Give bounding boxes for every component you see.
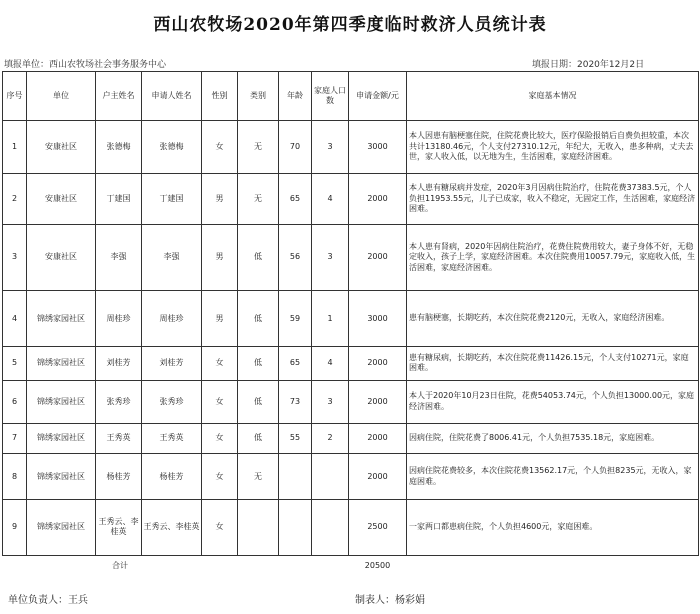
row-applicant: 杨桂芳 [142, 454, 202, 500]
table-row [3, 173, 699, 224]
footer-preparer: 制表人：杨彩娟 [355, 595, 425, 606]
row-situation: 本人患有肾病，2020年因病住院治疗，花费住院费用较大，妻子身体不好，无稳定收入，孩子上学，家庭经济困难。本次住院费用10057.79元，家庭收入低，生活困难，家庭经济困难。 [407, 224, 699, 290]
total-spacer [238, 556, 349, 576]
row-unit: 安康社区 [27, 224, 96, 290]
row-gender: 女 [202, 499, 238, 555]
row-age: 65 [279, 173, 312, 224]
row-applicant: 王秀云、李桂英 [142, 499, 202, 555]
row-situation: 患有糖尿病，长期吃药，本次住院花费11426.15元，个人支付10271元，家庭困难。 [407, 347, 699, 381]
row-type: 无 [238, 454, 279, 500]
row-gender: 男 [202, 173, 238, 224]
row-gender: 女 [202, 380, 238, 423]
table-row [3, 291, 699, 347]
relief-table [2, 71, 699, 576]
row-age: 56 [279, 224, 312, 290]
header-cell: 单位 [27, 72, 96, 121]
row-amount: 2000 [349, 224, 407, 290]
row-gender: 女 [202, 347, 238, 381]
row-number: 6 [3, 380, 27, 423]
row-gender: 女 [202, 423, 238, 454]
row-number: 5 [3, 347, 27, 381]
row-head: 李强 [96, 224, 142, 290]
row-situation: 本人患有糖尿病并发症，2020年3月因病住院治疗，住院花费37383.5元，个人负担11953.55元，儿子已成家，收入不稳定，无固定工作，生活困难，家庭经济困难。 [407, 173, 699, 224]
row-number: 8 [3, 454, 27, 500]
total-label: 合计 [3, 556, 238, 576]
row-unit: 安康社区 [27, 173, 96, 224]
header-cell: 家庭人口数 [312, 72, 349, 121]
table-row [3, 423, 699, 454]
row-amount: 2000 [349, 347, 407, 381]
row-number: 9 [3, 499, 27, 555]
row-family-size: 4 [312, 347, 349, 381]
row-type: 无 [238, 173, 279, 224]
row-amount: 2000 [349, 454, 407, 500]
row-unit: 安康社区 [27, 120, 96, 173]
row-type: 低 [238, 224, 279, 290]
table-row [3, 224, 699, 290]
row-head: 刘桂芳 [96, 347, 142, 381]
row-applicant: 刘桂芳 [142, 347, 202, 381]
row-family-size [312, 454, 349, 500]
row-gender: 男 [202, 224, 238, 290]
row-applicant: 王秀英 [142, 423, 202, 454]
total-spacer [407, 556, 699, 576]
row-applicant: 李强 [142, 224, 202, 290]
row-unit: 锦绣家园社区 [27, 499, 96, 555]
row-applicant: 张德梅 [142, 120, 202, 173]
row-situation: 因病住院花费较多，本次住院花费13562.17元，个人负担8235元，无收入，家庭困难。 [407, 454, 699, 500]
table-row [3, 347, 699, 381]
row-family-size [312, 499, 349, 555]
row-head: 杨桂芳 [96, 454, 142, 500]
row-head: 周桂珍 [96, 291, 142, 347]
row-age: 65 [279, 347, 312, 381]
row-unit: 锦绣家园社区 [27, 347, 96, 381]
header-cell: 户主姓名 [96, 72, 142, 121]
row-family-size: 4 [312, 173, 349, 224]
row-gender: 男 [202, 291, 238, 347]
table-row [3, 454, 699, 500]
header-cell: 年龄 [279, 72, 312, 121]
row-family-size: 3 [312, 380, 349, 423]
row-applicant: 张秀珍 [142, 380, 202, 423]
row-applicant: 丁建国 [142, 173, 202, 224]
unit-label: 填报单位：西山农牧场社会事务服务中心 [4, 60, 167, 70]
row-age: 70 [279, 120, 312, 173]
row-situation: 本人于2020年10月23日住院，花费54053.74元，个人负担13000.00元，家庭经济困难。 [407, 380, 699, 423]
row-age [279, 499, 312, 555]
row-amount: 3000 [349, 120, 407, 173]
row-age: 73 [279, 380, 312, 423]
row-type: 低 [238, 423, 279, 454]
row-unit: 锦绣家园社区 [27, 380, 96, 423]
row-number: 7 [3, 423, 27, 454]
row-family-size: 2 [312, 423, 349, 454]
table-row [3, 499, 699, 555]
header-cell: 序号 [3, 72, 27, 121]
row-family-size: 3 [312, 224, 349, 290]
header-cell: 家庭基本情况 [407, 72, 699, 121]
row-age: 59 [279, 291, 312, 347]
row-number: 4 [3, 291, 27, 347]
row-unit: 锦绣家园社区 [27, 423, 96, 454]
row-number: 1 [3, 120, 27, 173]
header-cell: 类别 [238, 72, 279, 121]
row-head: 王秀云、李桂英 [96, 499, 142, 555]
header-cell: 性别 [202, 72, 238, 121]
row-age: 55 [279, 423, 312, 454]
row-gender: 女 [202, 454, 238, 500]
row-age [279, 454, 312, 500]
row-head: 王秀英 [96, 423, 142, 454]
row-unit: 锦绣家园社区 [27, 291, 96, 347]
row-type: 低 [238, 291, 279, 347]
row-unit: 锦绣家园社区 [27, 454, 96, 500]
row-head: 张秀珍 [96, 380, 142, 423]
row-situation: 本人因患有脑梗塞住院，住院花费比较大，医疗保险报销后自费负担较重，本次共计13180.46元，个人支付27310.12元，年纪大，无收入，患多种病，丈夫去世，家人收入低，以无地为生，生活困难，家庭经济困难。 [407, 120, 699, 173]
footer-responsible: 单位负责人：王兵 [8, 595, 88, 606]
row-family-size: 3 [312, 120, 349, 173]
row-type: 无 [238, 120, 279, 173]
row-amount: 2000 [349, 423, 407, 454]
date-label: 填报日期：2020年12月2日 [532, 60, 645, 70]
row-amount: 3000 [349, 291, 407, 347]
header-row [3, 72, 699, 121]
row-head: 丁建国 [96, 173, 142, 224]
row-amount: 2000 [349, 173, 407, 224]
table-row [3, 380, 699, 423]
row-family-size: 1 [312, 291, 349, 347]
row-head: 张德梅 [96, 120, 142, 173]
header-cell: 申请金额/元 [349, 72, 407, 121]
row-number: 3 [3, 224, 27, 290]
row-number: 2 [3, 173, 27, 224]
total-amount: 20500 [349, 556, 407, 576]
row-type: 低 [238, 380, 279, 423]
row-applicant: 周桂珍 [142, 291, 202, 347]
row-situation: 因病住院，住院花费了8006.41元，个人负担7535.18元，家庭困难。 [407, 423, 699, 454]
total-row [3, 556, 699, 576]
row-amount: 2000 [349, 380, 407, 423]
row-amount: 2500 [349, 499, 407, 555]
row-situation: 患有脑梗塞，长期吃药，本次住院花费2120元，无收入，家庭经济困难。 [407, 291, 699, 347]
row-type [238, 499, 279, 555]
header-cell: 申请人姓名 [142, 72, 202, 121]
table-row [3, 120, 699, 173]
row-situation: 一家两口都患病住院，个人负担4600元，家庭困难。 [407, 499, 699, 555]
page-title: 西山农牧场2020年第四季度临时救济人员统计表 [153, 15, 547, 35]
row-type: 低 [238, 347, 279, 381]
row-gender: 女 [202, 120, 238, 173]
